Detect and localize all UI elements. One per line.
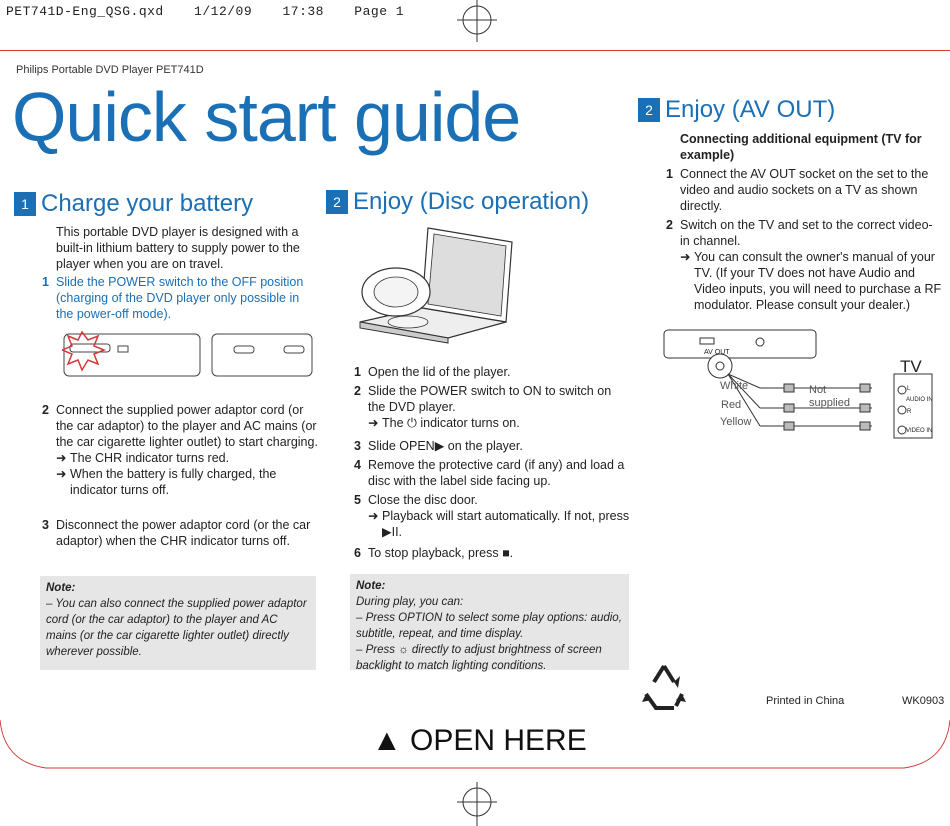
charge-note xyxy=(40,576,316,670)
section-number: 2 xyxy=(326,190,348,214)
tv-r-label: R xyxy=(907,409,912,415)
note-title: Note: xyxy=(46,582,76,594)
step-text: Slide the POWER switch to the OFF position (charging of the DVD player only possible in the power-off mode). xyxy=(56,275,304,321)
avout-subtitle: Connecting additional equipment (TV for example) xyxy=(680,132,922,162)
result-text: The CHR indicator turns red. xyxy=(70,451,230,465)
yellow-cable-label: Yellow xyxy=(720,416,752,428)
page-title: Quick start guide xyxy=(12,78,521,156)
cut-line-top xyxy=(0,50,950,51)
disc-step-6: 6 To stop playback, press ■. xyxy=(354,546,514,560)
video-in-label: VIDEO IN xyxy=(906,428,933,434)
section-number: 1 xyxy=(14,192,36,216)
step-text: Connect the supplied power adaptor cord (or the car adaptor) to the player and AC mains (or the car cigarette lighter outlet) to start charging. xyxy=(56,403,318,449)
disc-step-2-result: ➜ The ⏻ indicator turns on. xyxy=(368,416,520,430)
player-side-illustration xyxy=(62,330,322,380)
header-time: 17:38 xyxy=(282,4,324,19)
disc-step-3: 3 Slide OPEN▶ on the player. xyxy=(354,439,523,453)
av-connection-diagram xyxy=(660,328,940,440)
header-date: 1/12/09 xyxy=(194,4,253,19)
step-number: 3 xyxy=(42,518,49,532)
crop-mark-bottom xyxy=(455,782,499,826)
tv-label: TV xyxy=(900,357,922,376)
open-here-label: ▲ OPEN HERE xyxy=(372,724,587,757)
av-out-label: AV OUT xyxy=(704,349,730,356)
doc-code: WK0903 xyxy=(902,695,945,707)
crop-mark-top xyxy=(455,0,499,44)
note-title: Note: xyxy=(356,580,386,592)
section-number: 2 xyxy=(638,98,660,122)
avout-steps xyxy=(666,166,942,313)
section-charge-heading xyxy=(14,190,253,218)
recycle-icon xyxy=(640,662,688,710)
note-item-brightness: – Press ☼ directly to adjust brightness of screen backlight to match lighting conditions. xyxy=(356,644,602,672)
printed-in: Printed in China xyxy=(766,695,845,707)
header-filename: PET741D-Eng_QSG.qxd xyxy=(6,4,164,19)
section-title: Enjoy (AV OUT) xyxy=(665,96,836,123)
charge-step-2: 2 Connect the supplied power adaptor cord (or the car adaptor) to the player and AC mains (or the car cigarette lighter outlet) to start charging. ➜ The CHR indicator turns red. ➜ When the battery is fully charged, the indicator turns off. xyxy=(42,403,318,497)
audio-in-label: AUDIO IN xyxy=(906,397,933,403)
note-intro: During play, you can: xyxy=(356,596,464,608)
disc-steps xyxy=(354,364,630,561)
dvd-player-illustration xyxy=(356,222,516,344)
disc-step-5-result: ➜ Playback will start automatically. If not, press ▶II. xyxy=(368,509,630,539)
step-text: Disconnect the power adaptor cord (or the car adaptor) when the CHR indicator turns off. xyxy=(56,518,311,548)
not-supplied-label: Not supplied xyxy=(809,384,850,409)
section-title: Charge your battery xyxy=(41,190,254,217)
section-title: Enjoy (Disc operation) xyxy=(353,188,590,215)
charge-step-1 xyxy=(42,274,318,322)
avout-step-1: 1 Connect the AV OUT socket on the set to the video and audio sockets on a TV as shown directly. xyxy=(666,167,929,213)
note-text: – You can also connect the supplied power adaptor cord (or the car adaptor) to the player and AC mains (or the car cigarette lighter outlet) directly wherever possible. xyxy=(46,598,307,658)
result-text: When the battery is fully charged, the indicator turns off. xyxy=(70,467,277,497)
avout-step-2-result: ➜ You can consult the owner's manual of your TV. (If your TV does not have Audio and Video inputs, you will need to purchase a RF modulator. Please consult your dealer.) xyxy=(680,250,942,312)
section-disc-heading xyxy=(326,188,589,216)
white-cable-label: White xyxy=(720,380,749,392)
header-page: Page 1 xyxy=(354,4,405,19)
charge-intro: This portable DVD player is designed with a built-in lithium battery to supply power to the player when you are on travel. xyxy=(56,225,300,271)
step-number: 1 xyxy=(42,275,49,289)
avout-step-2: 2 Switch on the TV and set to the correct video-in channel. xyxy=(666,218,933,248)
disc-step-5: 5 Close the disc door. xyxy=(354,493,478,507)
charge-step-3 xyxy=(42,517,318,549)
step-number: 2 xyxy=(42,403,49,417)
disc-step-2: 2 Slide the POWER switch to ON to switch on the DVD player. xyxy=(354,384,612,414)
section-avout-heading xyxy=(638,96,835,124)
disc-note xyxy=(350,574,629,670)
disc-step-1: 1 Open the lid of the player. xyxy=(354,365,511,379)
note-item-option: – Press OPTION to select some play options: audio, subtitle, repeat, and time display. xyxy=(356,612,622,640)
disc-step-4: 4 Remove the protective card (if any) and load a disc with the label side facing up. xyxy=(354,458,625,488)
tv-l-label: L xyxy=(907,386,911,392)
red-cable-label: Red xyxy=(721,399,742,411)
product-name: Philips Portable DVD Player PET741D xyxy=(16,64,204,76)
file-header xyxy=(6,4,426,19)
